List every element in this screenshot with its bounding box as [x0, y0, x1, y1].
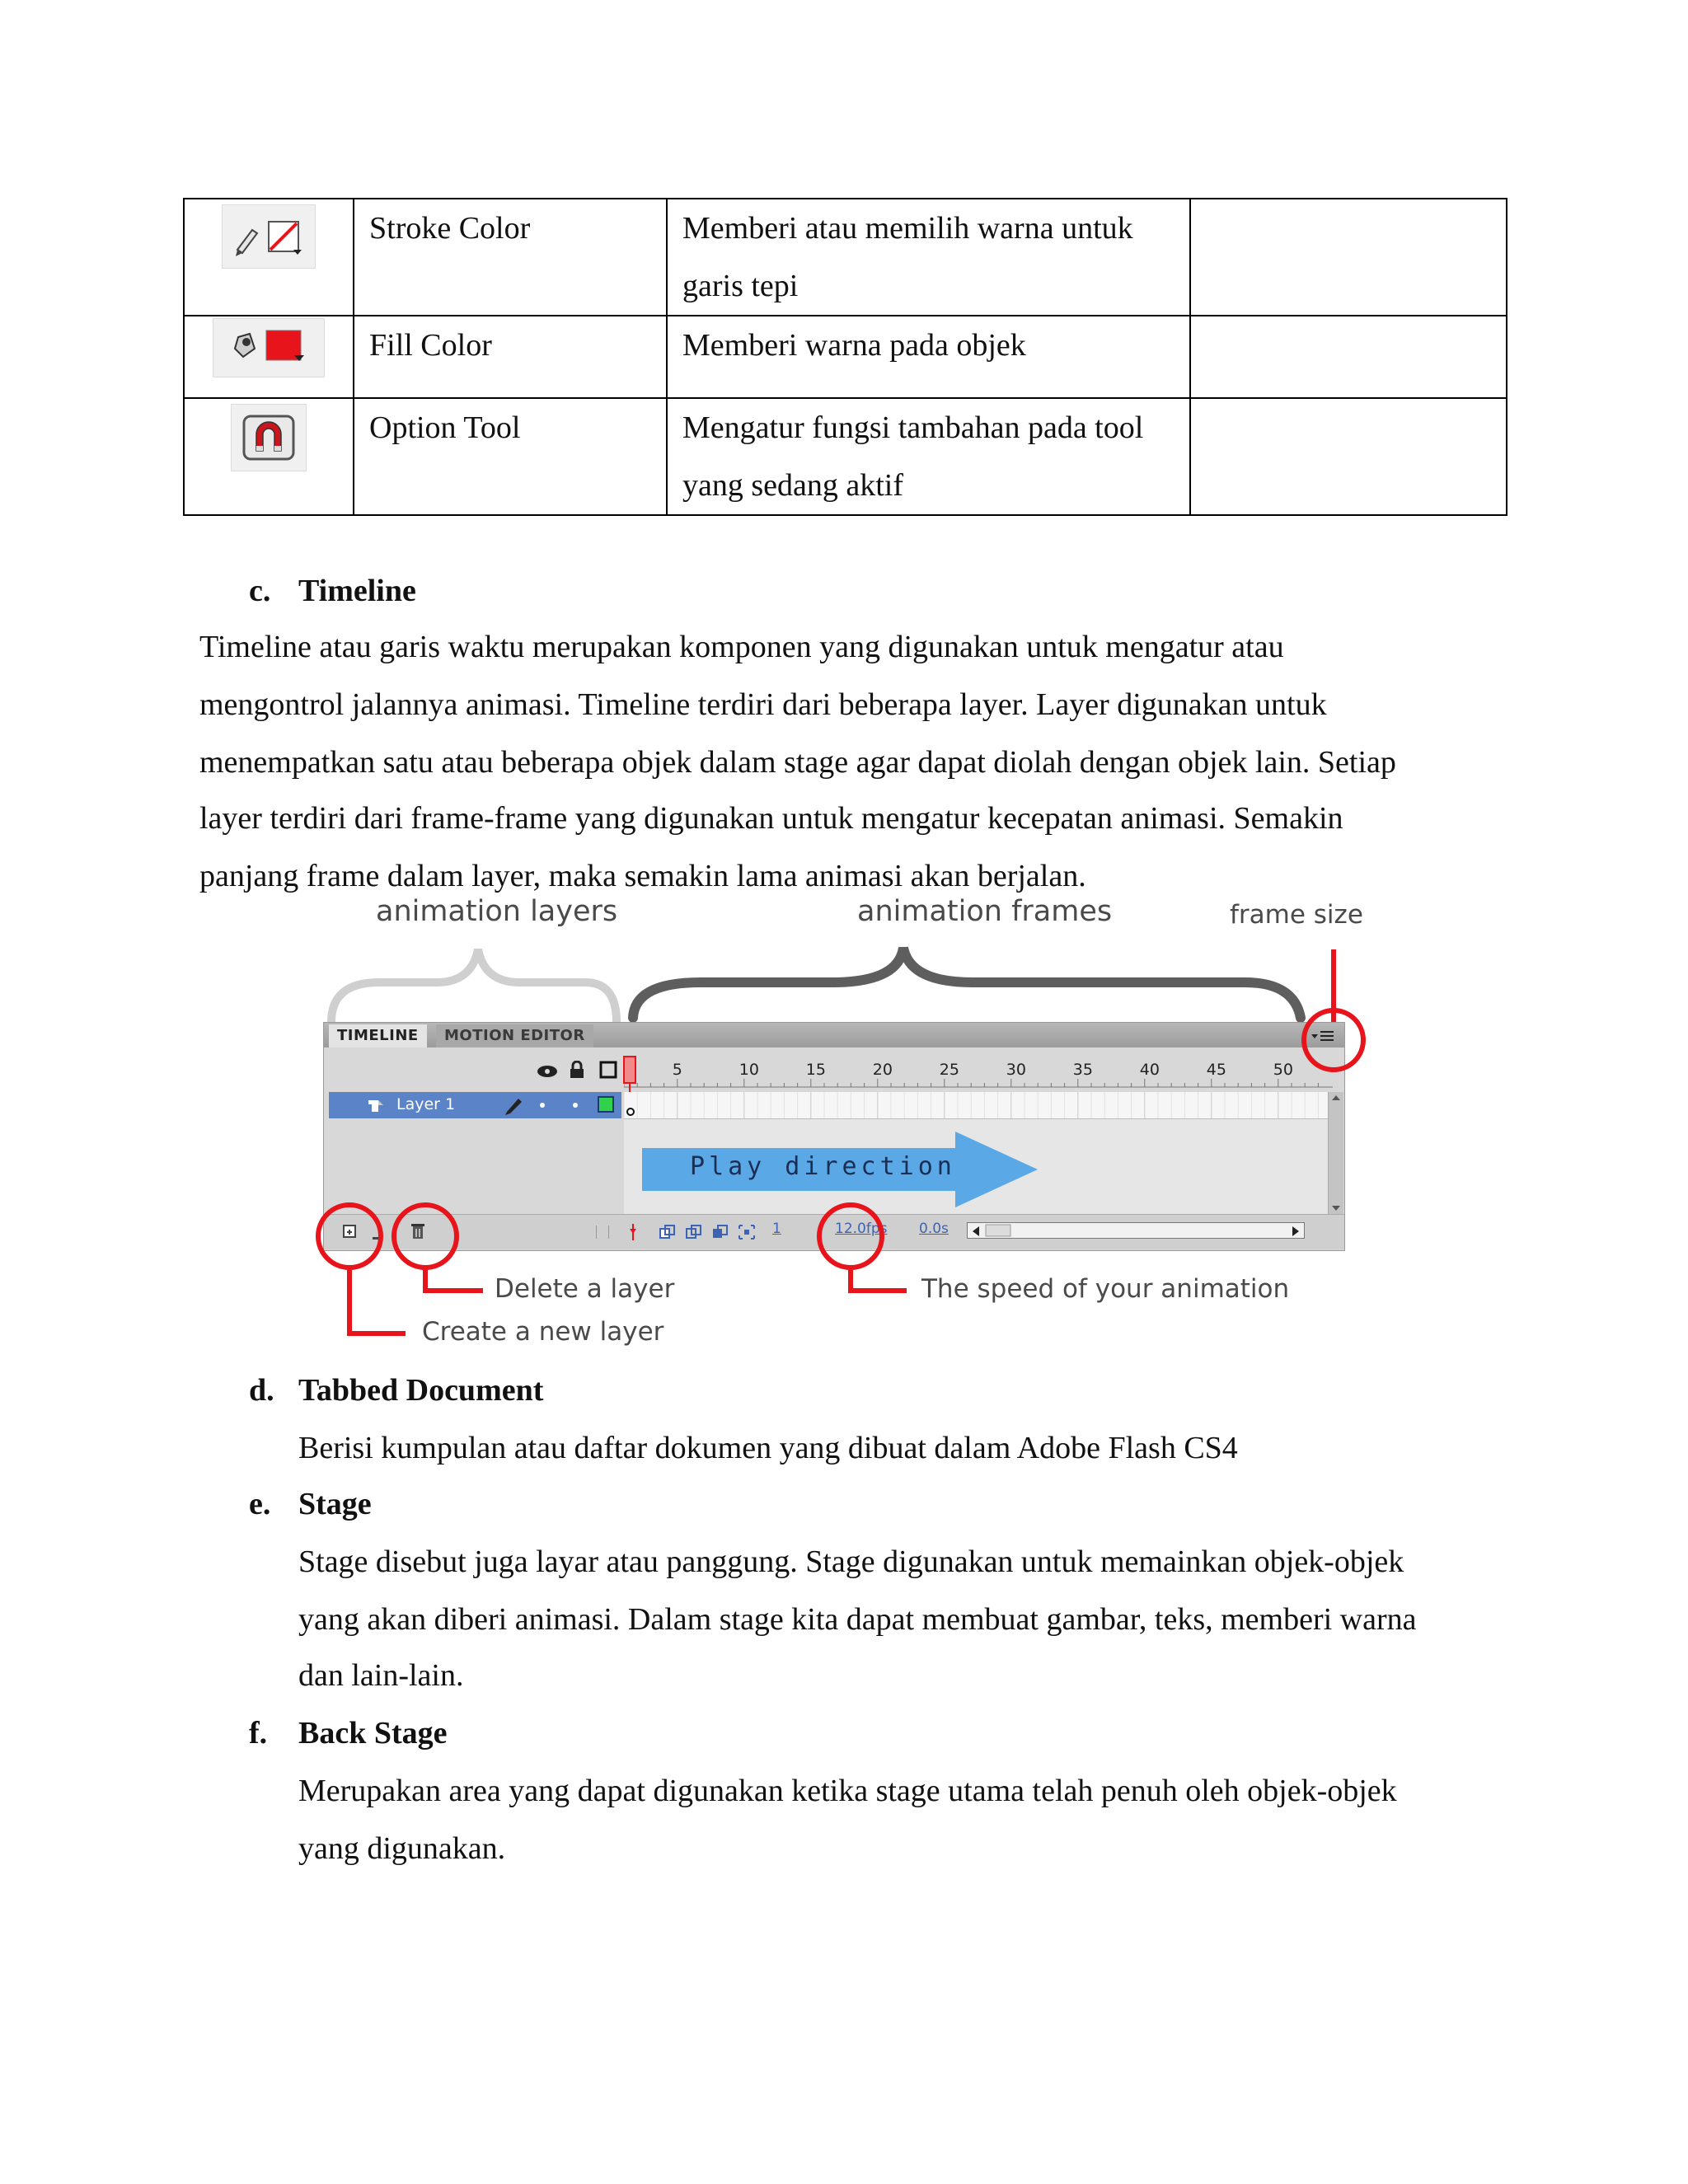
icon-cell — [184, 199, 354, 316]
annotation-frame-size: frame size — [1230, 900, 1363, 930]
table-row — [184, 316, 1507, 398]
annotation-delete-layer: Delete a layer — [495, 1274, 675, 1304]
paragraph-line: Merupakan area yang dapat digunakan ketika stage utama telah penuh oleh objek-objek — [298, 1774, 1397, 1808]
note-cell — [1190, 398, 1507, 515]
tool-description — [667, 199, 1190, 316]
table-row — [184, 398, 1507, 515]
delete-layer-leader — [425, 1268, 483, 1291]
tools-table — [183, 198, 1507, 516]
tool-description — [667, 398, 1190, 515]
description-line: Memberi warna pada objek — [682, 328, 1026, 363]
description-line: yang sedang aktif — [682, 468, 904, 503]
frame-number-label: 20 — [872, 1061, 893, 1079]
paragraph-line: Berisi kumpulan atau daftar dokumen yang dibuat dalam Adobe Flash CS4 — [298, 1431, 1238, 1465]
tab-timeline[interactable]: TIMELINE — [329, 1024, 427, 1047]
paragraph-line: Timeline atau garis waktu merupakan komponen yang digunakan untuk mengatur atau — [199, 630, 1284, 664]
icon-cell — [184, 398, 354, 515]
annotation-speed: The speed of your animation — [921, 1274, 1290, 1304]
current-frame-value[interactable]: 1 — [772, 1221, 781, 1237]
tool-name: Stroke Color — [354, 199, 667, 316]
section-title: Stage — [298, 1487, 372, 1521]
frame-number-label: 30 — [1006, 1061, 1026, 1079]
paragraph-line: panjang frame dalam layer, maka semakin lama animasi akan berjalan. — [199, 859, 1086, 893]
timeline-figure — [313, 895, 1385, 1360]
frame-number-label: 35 — [1072, 1061, 1093, 1079]
paragraph-line: menempatkan satu atau beberapa objek dalam stage agar dapat diolah dengan objek lain. Setiap — [199, 745, 1396, 780]
frame-rate-value[interactable]: 12.0fps — [835, 1221, 888, 1237]
section-label: d. — [249, 1373, 274, 1408]
annotation-create-layer: Create a new layer — [422, 1317, 664, 1347]
tab-motion-editor[interactable]: MOTION EDITOR — [436, 1024, 593, 1047]
paragraph-line: mengontrol jalannya animasi. Timeline terdiri dari beberapa layer. Layer digunakan untuk — [199, 687, 1327, 722]
frame-size-circle — [1304, 1010, 1363, 1070]
section-label: c. — [249, 574, 271, 608]
note-cell — [1190, 199, 1507, 316]
frame-number-label: 50 — [1273, 1061, 1293, 1079]
layer-name: Layer 1 — [396, 1095, 456, 1113]
tool-name: Fill Color — [354, 316, 667, 398]
play-direction-label: Play direction — [690, 1152, 956, 1181]
speed-circle — [819, 1205, 882, 1268]
frame-number-label: 40 — [1139, 1061, 1160, 1079]
fill-color-icon — [213, 318, 325, 377]
annotation-animation-layers: animation layers — [376, 895, 618, 928]
speed-leader — [851, 1268, 907, 1291]
paragraph-line: yang digunakan. — [298, 1831, 506, 1866]
frame-number-label: 25 — [939, 1061, 959, 1079]
note-cell — [1190, 316, 1507, 398]
section-title: Timeline — [298, 574, 416, 608]
description-line: garis tepi — [682, 269, 799, 303]
frame-number-label: 10 — [738, 1061, 759, 1079]
paragraph-line: Stage disebut juga layar atau panggung. Stage digunakan untuk memainkan objek-objek — [298, 1544, 1404, 1579]
paragraph-line: dan lain-lain. — [298, 1658, 464, 1693]
delete-layer-circle — [394, 1205, 457, 1268]
icon-cell — [184, 316, 354, 398]
paragraph-line: layer terdiri dari frame-frame yang digunakan untuk mengatur kecepatan animasi. Semakin — [199, 801, 1343, 836]
section-label: f. — [249, 1716, 268, 1750]
section-title: Back Stage — [298, 1716, 448, 1750]
tool-description — [667, 316, 1190, 398]
stroke-color-icon — [222, 204, 316, 269]
paragraph-line: yang akan diberi animasi. Dalam stage kita dapat membuat gambar, teks, memberi warna — [298, 1602, 1417, 1637]
table-row — [184, 199, 1507, 316]
create-layer-leader — [349, 1268, 406, 1333]
elapsed-time-value[interactable]: 0.0s — [919, 1221, 949, 1237]
tool-name: Option Tool — [354, 398, 667, 515]
description-line: Mengatur fungsi tambahan pada tool — [682, 410, 1144, 445]
section-title: Tabbed Document — [298, 1373, 544, 1408]
description-line: Memberi atau memilih warna untuk — [682, 211, 1133, 246]
frame-number-label: 15 — [805, 1061, 826, 1079]
frame-number-label: 5 — [672, 1061, 682, 1079]
frame-number-label: 45 — [1206, 1061, 1226, 1079]
section-label: e. — [249, 1487, 271, 1521]
annotation-animation-frames: animation frames — [857, 895, 1113, 928]
create-layer-circle — [318, 1205, 381, 1268]
snap-magnet-icon — [231, 404, 307, 471]
